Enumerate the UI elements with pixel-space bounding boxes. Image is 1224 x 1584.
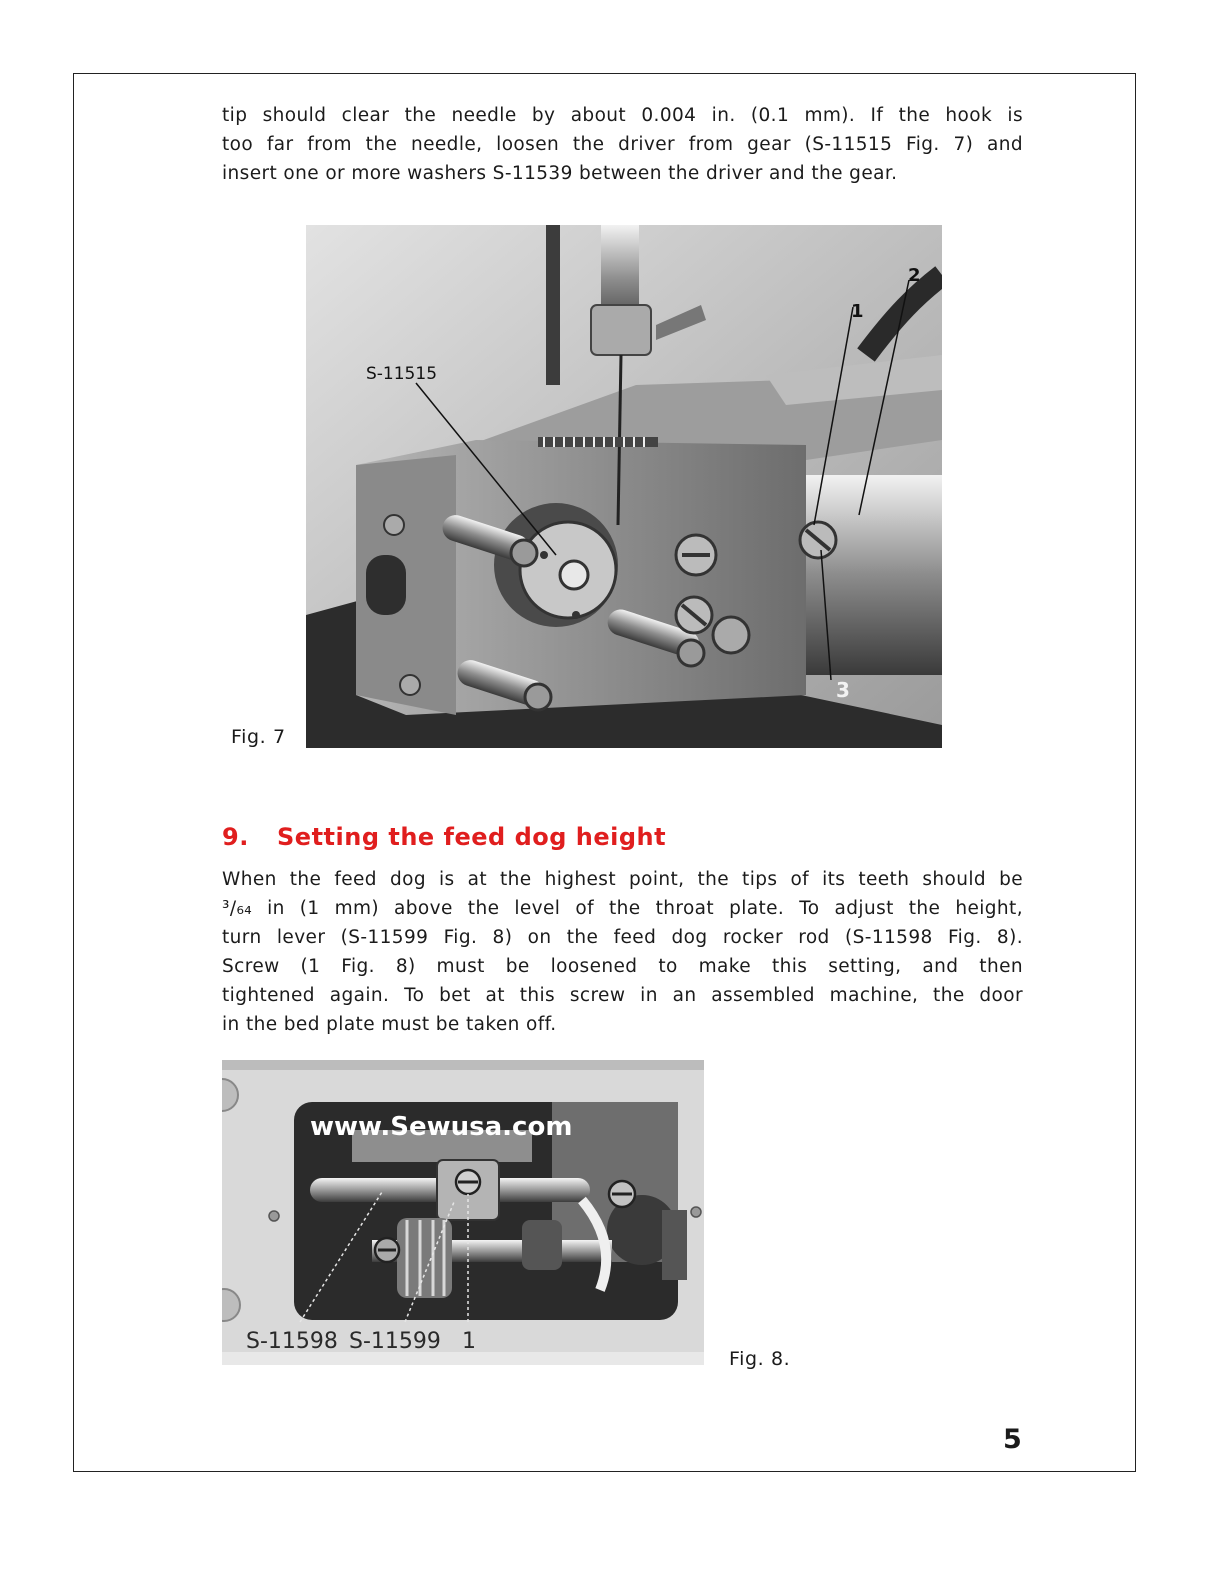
section-line: turn lever (S-11599 Fig. 8) on the feed dog rocker rod (S-11598 Fig. 8). bbox=[222, 927, 1023, 948]
intro-line: insert one or more washers S-11539 between the driver and the gear. bbox=[222, 163, 898, 184]
label-3: 3 bbox=[836, 678, 850, 702]
figure-8-caption: Fig. 8. bbox=[729, 1348, 791, 1370]
label-s11599: S-11599 bbox=[349, 1329, 441, 1354]
section-paragraph bbox=[222, 865, 1023, 1039]
section-line: ³/₆₄ in (1 mm) above the level of the throat plate. To adjust the height, bbox=[222, 898, 1023, 919]
section-line: in the bed plate must be taken off. bbox=[222, 1014, 557, 1035]
label-2: 2 bbox=[908, 265, 921, 286]
section-line: Screw (1 Fig. 8) must be loosened to make this setting, and then bbox=[222, 956, 1023, 977]
label-screw-1: 1 bbox=[462, 1329, 476, 1354]
section-heading bbox=[222, 823, 666, 851]
section-line: tightened again. To bet at this screw in an assembled machine, the door bbox=[222, 985, 1023, 1006]
intro-line: too far from the needle, loosen the driver from gear (S-11515 Fig. 7) and bbox=[222, 134, 1023, 155]
section-line: When the feed dog is at the highest point, the tips of its teeth should be bbox=[222, 869, 1023, 890]
page-number: 5 bbox=[1003, 1424, 1022, 1455]
section-number: 9. bbox=[222, 823, 249, 851]
figure-8-photo bbox=[222, 1060, 704, 1365]
figure-7-photo bbox=[306, 225, 942, 748]
label-s11598: S-11598 bbox=[246, 1329, 338, 1354]
label-1: 1 bbox=[851, 301, 864, 322]
watermark: www.Sewusa.com bbox=[310, 1112, 573, 1142]
section-title: Setting the feed dog height bbox=[277, 823, 667, 851]
figure-7-caption: Fig. 7 bbox=[231, 726, 286, 748]
label-s11515: S-11515 bbox=[366, 364, 438, 384]
figure-8-illustration bbox=[222, 1060, 704, 1365]
intro-paragraph bbox=[222, 101, 1023, 188]
intro-line: tip should clear the needle by about 0.004 in. (0.1 mm). If the hook is bbox=[222, 105, 1023, 126]
figure-7-illustration bbox=[306, 225, 942, 748]
